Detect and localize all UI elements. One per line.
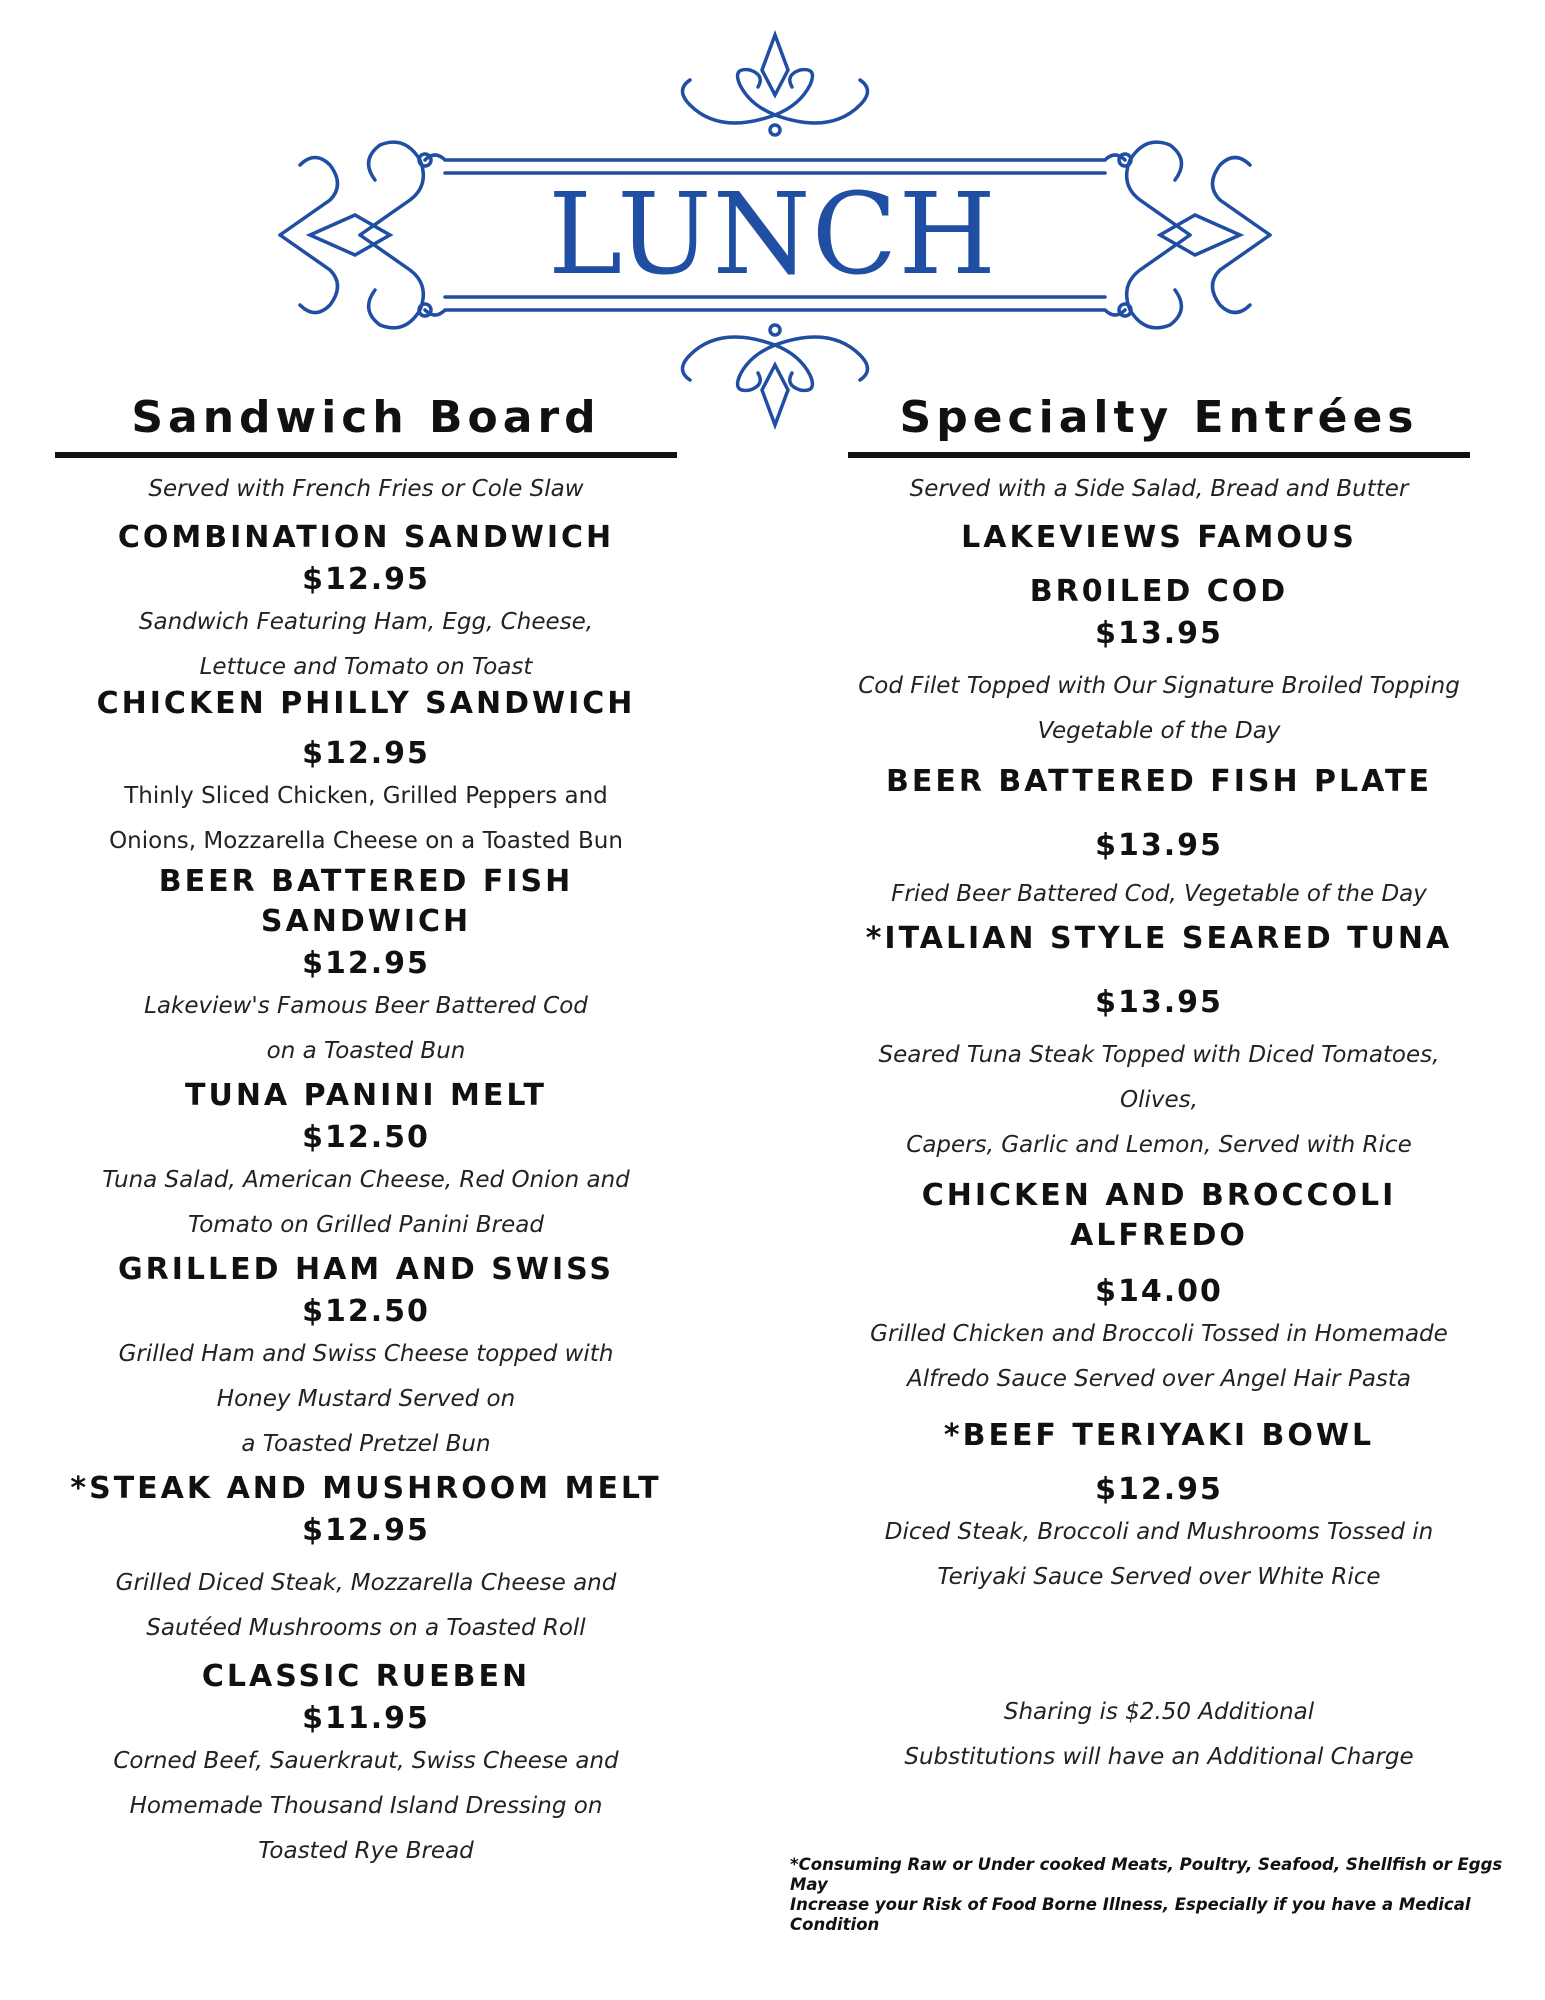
item-price: $12.50 xyxy=(302,1120,430,1155)
menu-item xyxy=(55,684,677,864)
menu-item xyxy=(848,762,1470,917)
item-description: Lakeview's Famous Beer Battered Cod xyxy=(144,993,588,1019)
menu-title: LUNCH xyxy=(547,170,997,300)
sandwich-board-section xyxy=(55,390,677,1874)
menu-item xyxy=(848,1176,1470,1402)
item-description: Sandwich Featuring Ham, Egg, Cheese, xyxy=(138,609,594,635)
section-title-sandwich-board: Sandwich Board xyxy=(131,392,601,443)
item-description: Toasted Rye Bread xyxy=(258,1838,474,1864)
menu-item xyxy=(55,1657,677,1874)
item-price: $12.50 xyxy=(302,1294,430,1329)
item-description: Grilled Ham and Swiss Cheese topped with xyxy=(118,1341,614,1367)
item-name: *BEEF TERIYAKI BOWL xyxy=(943,1418,1375,1453)
item-name: CHICKEN PHILLY SANDWICH xyxy=(96,686,636,721)
item-description: Seared Tuna Steak Topped with Diced Tomatoes, Olives, xyxy=(878,1042,1440,1113)
item-description: Grilled Diced Steak, Mozzarella Cheese and xyxy=(115,1570,617,1596)
item-price: $13.95 xyxy=(1095,616,1223,651)
menu-item xyxy=(55,1469,677,1651)
section-subtitle: Served with a Side Salad, Bread and Butter xyxy=(909,476,1409,502)
item-name: *STEAK AND MUSHROOM MELT xyxy=(70,1471,662,1506)
item-price: $12.95 xyxy=(1095,1472,1223,1507)
item-description: Alfredo Sauce Served over Angel Hair Pasta xyxy=(906,1366,1412,1392)
item-name: TUNA PANINI MELT xyxy=(185,1078,547,1113)
menu-item xyxy=(55,518,677,690)
item-description: Tomato on Grilled Panini Bread xyxy=(188,1212,544,1238)
item-price: $13.95 xyxy=(1095,985,1223,1020)
menu-item xyxy=(848,518,1470,754)
item-description: Corned Beef, Sauerkraut, Swiss Cheese and xyxy=(113,1748,619,1774)
food-safety-disclaimer xyxy=(790,1855,1510,1935)
menu-item xyxy=(848,1416,1470,1600)
item-description: Honey Mustard Served on xyxy=(216,1386,516,1412)
specialty-entrees-section xyxy=(848,390,1470,1780)
disclaimer-line: Increase your Risk of Food Borne Illness, Especially if you have a Medical Condition xyxy=(790,1895,1471,1934)
item-description: Sautéed Mushrooms on a Toasted Roll xyxy=(146,1615,586,1641)
item-description: Diced Steak, Broccoli and Mushrooms Tossed in xyxy=(884,1519,1434,1545)
item-name: LAKEVIEWS FAMOUS xyxy=(961,520,1357,555)
item-description: Tuna Salad, American Cheese, Red Onion and xyxy=(102,1167,630,1193)
item-name: CHICKEN AND BROCCOLI ALFREDO xyxy=(921,1178,1397,1253)
item-description: Grilled Chicken and Broccoli Tossed in Homemade xyxy=(870,1321,1448,1347)
item-price: $12.95 xyxy=(302,562,430,597)
menu-item xyxy=(55,1076,677,1248)
item-name: *ITALIAN STYLE SEARED TUNA xyxy=(865,921,1453,956)
item-price: $14.00 xyxy=(1095,1274,1223,1309)
item-description: Homemade Thousand Island Dressing on xyxy=(129,1793,603,1819)
item-description: on a Toasted Bun xyxy=(266,1038,466,1064)
disclaimer-line: *Consuming Raw or Under cooked Meats, Poultry, Seafood, Shellfish or Eggs May xyxy=(790,1855,1503,1894)
item-description: Thinly Sliced Chicken, Grilled Peppers and xyxy=(124,783,608,809)
item-price: $12.95 xyxy=(302,946,430,981)
item-name: BEER BATTERED FISH SANDWICH xyxy=(158,864,574,939)
item-description: Cod Filet Topped with Our Signature Broiled Topping xyxy=(858,673,1460,699)
item-name: BEER BATTERED FISH PLATE xyxy=(886,764,1432,799)
menu-item xyxy=(55,1250,677,1467)
section-subtitle: Served with French Fries or Cole Slaw xyxy=(148,476,584,502)
item-price: $13.95 xyxy=(1095,828,1223,863)
item-name: CLASSIC RUEBEN xyxy=(201,1659,531,1694)
item-description: Fried Beer Battered Cod, Vegetable of the Day xyxy=(891,881,1427,907)
menu-notes xyxy=(848,1690,1470,1780)
section-divider xyxy=(55,452,677,458)
item-description: Vegetable of the Day xyxy=(1037,718,1281,744)
item-price: $11.95 xyxy=(302,1701,430,1736)
item-description: a Toasted Pretzel Bun xyxy=(241,1431,491,1457)
item-description: Lettuce and Tomato on Toast xyxy=(199,654,533,680)
item-description: Onions, Mozzarella Cheese on a Toasted Bun xyxy=(109,828,623,854)
item-description: Teriyaki Sauce Served over White Rice xyxy=(937,1564,1381,1590)
section-title-specialty-entrees: Specialty Entrées xyxy=(899,392,1419,443)
item-name: COMBINATION SANDWICH xyxy=(117,520,615,555)
menu-item xyxy=(848,919,1470,1168)
item-name-line2: BR0ILED COD xyxy=(1029,574,1289,609)
section-divider xyxy=(848,452,1470,458)
item-price: $12.95 xyxy=(302,1513,430,1548)
substitution-note: Substitutions will have an Additional Charge xyxy=(904,1744,1414,1770)
item-description: Capers, Garlic and Lemon, Served with Rice xyxy=(906,1132,1412,1158)
sharing-note: Sharing is $2.50 Additional xyxy=(1003,1699,1315,1725)
item-price: $12.95 xyxy=(302,736,430,771)
menu-item xyxy=(55,862,677,1074)
item-name: GRILLED HAM AND SWISS xyxy=(118,1252,614,1287)
